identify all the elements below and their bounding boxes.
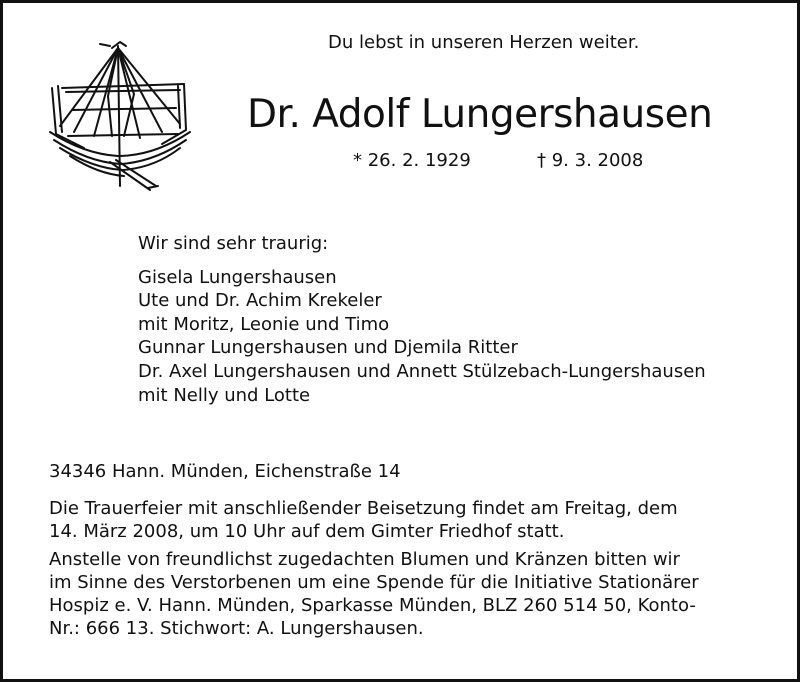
donation-line: im Sinne des Verstorbenen um eine Spende für die Initiative Stationärer [49, 572, 699, 593]
family-address: 34346 Hann. Münden, Eichenstraße 14 [49, 461, 401, 482]
deceased-name: Dr. Adolf Lungershausen [247, 92, 713, 137]
mourners-list [138, 232, 706, 407]
motto: Du lebst in unseren Herzen weiter. [328, 32, 640, 53]
donation-paragraph [49, 548, 749, 640]
funeral-paragraph [49, 497, 749, 543]
boat-mast-icon [44, 36, 194, 194]
mourner-line: mit Moritz, Leonie und Timo [138, 313, 390, 335]
mourner-line: Gunnar Lungershausen und Djemila Ritter [138, 337, 518, 359]
donation-line: Hospiz e. V. Hann. Münden, Sparkasse Münden, BLZ 260 514 50, Konto- [49, 595, 696, 616]
mourner-line: Gisela Lungershausen [138, 266, 337, 288]
funeral-line: 14. März 2008, um 10 Uhr auf dem Gimter Friedhof statt. [49, 521, 565, 542]
donation-line: Nr.: 666 13. Stichwort: A. Lungershausen. [49, 618, 424, 639]
death-date: † 9. 3. 2008 [537, 150, 644, 171]
birth-date: * 26. 2. 1929 [353, 150, 471, 171]
mourners-intro: Wir sind sehr traurig: [138, 233, 329, 254]
mourner-line: mit Nelly und Lotte [138, 384, 311, 406]
mourner-line: Ute und Dr. Achim Krekeler [138, 290, 382, 312]
donation-line: Anstelle von freundlichst zugedachten Blumen und Kränzen bitten wir [49, 549, 680, 570]
mourner-line: Dr. Axel Lungershausen und Annett Stülzebach-Lungershausen [138, 360, 706, 382]
funeral-line: Die Trauerfeier mit anschließender Beisetzung findet am Freitag, dem [49, 498, 678, 519]
